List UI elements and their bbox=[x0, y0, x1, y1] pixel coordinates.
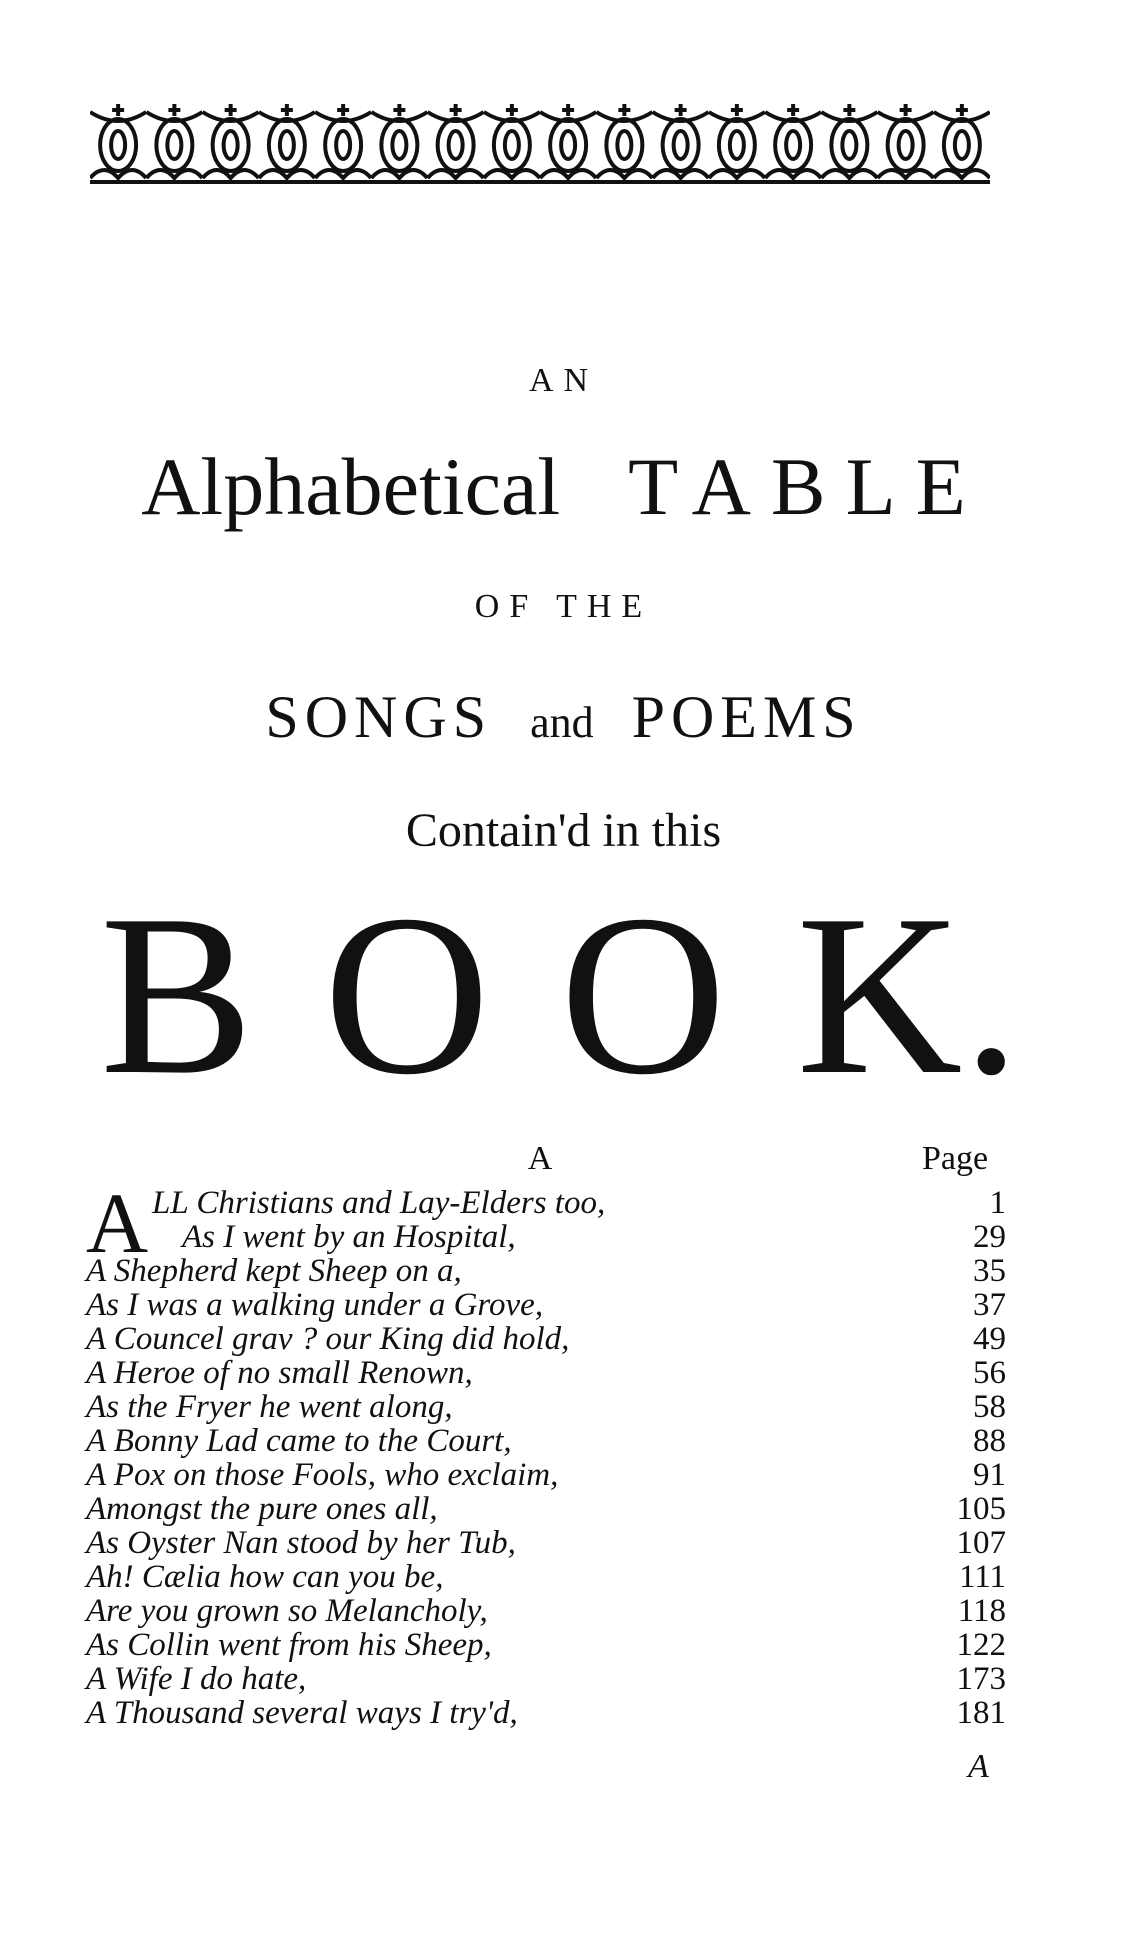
drop-cap: A bbox=[86, 1175, 149, 1271]
toc-entry bbox=[86, 1424, 1006, 1458]
entry-page: 118 bbox=[957, 1593, 1006, 1629]
entry-title: Ah! Cælia how can you be, bbox=[86, 1559, 444, 1595]
title-contained: Contain'd in this bbox=[405, 804, 722, 857]
entry-title: As Collin went from his Sheep, bbox=[86, 1627, 492, 1663]
entry-title: Amongst the pure ones all, bbox=[86, 1491, 438, 1527]
title-poems: POEMS bbox=[631, 684, 862, 750]
entry-page: 29 bbox=[973, 1219, 1006, 1255]
toc-entry bbox=[86, 1186, 1006, 1220]
title-alphabetical: Alphabetical bbox=[141, 441, 561, 532]
page-title bbox=[0, 440, 1127, 534]
title-songs: SONGS bbox=[265, 684, 493, 750]
toc-entry bbox=[86, 1696, 1006, 1730]
toc-entry bbox=[86, 1254, 1006, 1288]
entry-page: 122 bbox=[956, 1627, 1006, 1663]
toc-entry bbox=[86, 1288, 1006, 1322]
book-letter: B bbox=[100, 867, 254, 1122]
title-table: TABLE bbox=[628, 441, 986, 532]
toc-entry bbox=[86, 1492, 1006, 1526]
entry-page: 49 bbox=[973, 1321, 1006, 1357]
book-letter: O bbox=[323, 867, 490, 1122]
book-letter: K. bbox=[796, 867, 1020, 1122]
entry-title: A Thousand several ways I try'd, bbox=[86, 1695, 518, 1731]
entry-page: 37 bbox=[973, 1287, 1006, 1323]
catchword: A bbox=[968, 1748, 989, 1785]
entry-page: 181 bbox=[956, 1695, 1006, 1731]
toc-entry bbox=[86, 1356, 1006, 1390]
title-an: AN bbox=[528, 362, 599, 399]
book-letter: O bbox=[560, 867, 727, 1122]
entry-title: As I went by an Hospital, bbox=[182, 1219, 516, 1255]
toc-entry bbox=[86, 1220, 1006, 1254]
entry-page: 91 bbox=[973, 1457, 1006, 1493]
title-and: and bbox=[530, 698, 594, 747]
entry-title: A Pox on those Fools, who exclaim, bbox=[86, 1457, 559, 1493]
toc-entry bbox=[86, 1390, 1006, 1424]
toc-entry bbox=[86, 1322, 1006, 1356]
entry-title: A Shepherd kept Sheep on a, bbox=[86, 1253, 462, 1289]
entry-page: 35 bbox=[973, 1253, 1006, 1289]
entry-title: A Councel grav ? our King did hold, bbox=[86, 1321, 570, 1357]
entry-title: LL Christians and Lay-Elders too, bbox=[152, 1185, 606, 1221]
toc-entry bbox=[86, 1458, 1006, 1492]
entry-page: 173 bbox=[956, 1661, 1006, 1697]
entry-title: A Wife I do hate, bbox=[86, 1661, 307, 1697]
toc-entry bbox=[86, 1526, 1006, 1560]
toc-entry bbox=[86, 1662, 1006, 1696]
entry-page: 107 bbox=[956, 1525, 1006, 1561]
page-column-header: Page bbox=[922, 1140, 989, 1177]
entry-title: As Oyster Nan stood by her Tub, bbox=[86, 1525, 516, 1561]
entry-title: A Heroe of no small Renown, bbox=[86, 1355, 473, 1391]
toc-entry bbox=[86, 1628, 1006, 1662]
entry-title: A Bonny Lad came to the Court, bbox=[86, 1423, 512, 1459]
entry-page: 111 bbox=[958, 1559, 1006, 1595]
title-of-the: OF THE bbox=[474, 588, 653, 625]
decorative-border-ornament bbox=[90, 100, 990, 195]
entry-page: 105 bbox=[956, 1491, 1006, 1527]
entry-page: 56 bbox=[973, 1355, 1006, 1391]
title-songs-and-poems bbox=[0, 683, 1127, 752]
entry-title: As the Fryer he went along, bbox=[86, 1389, 453, 1425]
section-letter: A bbox=[527, 1140, 553, 1177]
title-book bbox=[100, 867, 1020, 1122]
entry-page: 88 bbox=[973, 1423, 1006, 1459]
table-of-contents bbox=[86, 1186, 1006, 1730]
entry-page: 58 bbox=[973, 1389, 1006, 1425]
entry-title: As I was a walking under a Grove, bbox=[86, 1287, 544, 1323]
entry-page: 1 bbox=[989, 1185, 1006, 1221]
toc-entry bbox=[86, 1560, 1006, 1594]
toc-entry bbox=[86, 1594, 1006, 1628]
entry-title: Are you grown so Melancholy, bbox=[86, 1593, 488, 1629]
